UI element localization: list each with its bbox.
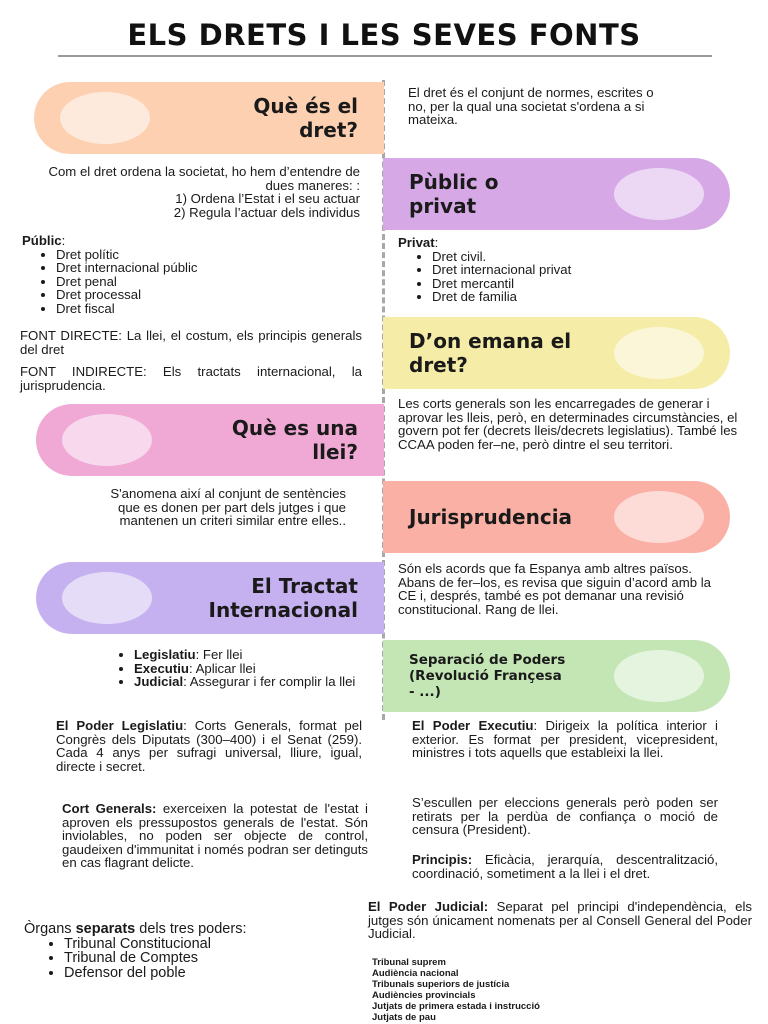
- list-item: • Judicial: Assegurar i fer complir la llei: [134, 675, 360, 689]
- pill-jurisprudencia: [383, 481, 730, 553]
- list-item: Tribunals superiors de justícia: [372, 979, 510, 990]
- privat-label: Privat: [398, 235, 435, 250]
- executiu-label: El Poder Executiu: [412, 718, 534, 733]
- pill-decoration: [614, 168, 704, 220]
- escullen-text: S’escullen per eleccions generals però poden ser retirats per la perdùa de confiança o moció de censura (President).: [412, 795, 718, 838]
- list-item: Audiència nacional: [372, 968, 459, 979]
- cort-generals-block: Cort Generals: exerceixen la potestat de l'estat i aproven els pressupostos generals de l'estat. Són inviolables, no poden ser objecte de control, gaudeixen d'immunitat i només podran ser detinguts en cas flagrant delicte.: [62, 801, 368, 871]
- pill-que-es-dret: [34, 82, 384, 154]
- pill-separacio-poders: [383, 640, 730, 712]
- tribunals-list: [372, 957, 672, 1023]
- tractat-def: Són els acords que fa Espanya amb altres països. Abans de fer–los, es revisa que siguin d’acord amb la CE i, després, també es pot demanar una revisió constitucional. Rang de llei.: [398, 561, 712, 617]
- organs-heading: Òrgans separats dels tres poders:: [24, 921, 247, 937]
- public-block: Públic: • Dret polític • Dret internacional públic • Dret penal • Dret processal • Dret fiscal: [22, 234, 362, 316]
- list-item: • Dret fiscal: [56, 302, 362, 316]
- list-item: • Legislatiu: Fer llei: [134, 648, 360, 662]
- list-item: • Dret polític: [56, 248, 362, 262]
- ordena-item-1: 1) Ordena l’Estat i el seu actuar: [175, 191, 360, 207]
- pill-label: Separació de Poders (Revolució Françesa - ...): [409, 652, 566, 700]
- cort-label: Cort Generals:: [62, 801, 157, 816]
- public-list: [22, 248, 362, 316]
- pill-decoration: [614, 327, 704, 379]
- list-item: • Defensor del poble: [64, 966, 324, 981]
- list-item: Jutjats de pau: [372, 1012, 436, 1023]
- pill-label: Què es una llei?: [231, 416, 358, 464]
- poders-block: [100, 648, 360, 689]
- privat-list: [398, 250, 718, 304]
- principis-block: Principis: Eficàcia, jerarquía, descentralització, coordinació, sometiment a la llei i el dret.: [412, 852, 718, 881]
- ordena-intro: Com el dret ordena la societat, ho hem d’entendre de dues maneres: :: [48, 164, 360, 193]
- list-item: • Executiu: Aplicar llei: [134, 662, 360, 676]
- jurisprudencia-def: S'anomena així al conjunt de sentències que es donen per part dels jutges i que mantenen un criteri similar entre elles..: [110, 486, 346, 529]
- pill-decoration: [60, 92, 150, 144]
- list-item: Jutjats de primera estada i instrucció: [372, 1001, 540, 1012]
- pill-label: Jurisprudencia: [409, 505, 573, 529]
- executiu-block: El Poder Executiu: Dirigeix la política interior i exterior. Es format per president, vicepresident, ministres i tots aquells que estableixi la llei.: [412, 718, 718, 761]
- pill-que-es-llei: [36, 404, 384, 476]
- page-title: ELS DRETS I LES SEVES FONTS: [127, 18, 641, 52]
- pill-decoration: [62, 414, 152, 466]
- judicial-label: El Poder Judicial:: [368, 899, 489, 914]
- list-item: • Dret processal: [56, 288, 362, 302]
- list-item: • Dret civil.: [432, 250, 718, 264]
- poders-list: [100, 648, 360, 689]
- pill-tractat: [36, 562, 384, 634]
- legislatiu-block: El Poder Legislatiu: Corts Generals, format pel Congrès dels Diputats (300–400) i el Senat (259). Cada 4 anys per sufragi universal, lliure, igual, directe i secret.: [56, 718, 362, 774]
- pill-label: El Tractat Internacional: [208, 574, 358, 622]
- list-item: • Tribunal Constitucional: [64, 937, 324, 952]
- pill-label: Pùblic o privat: [409, 170, 499, 218]
- list-item: Tribunal suprem: [372, 957, 446, 968]
- corts-text: Les corts generals son les encarregades de generar i aprovar les lleis, però, en determinades circumstàncies, el govern pot fer (decrets lleis/decrets legislatius). També les CCAA poden fer–ne, però dintre el seu territori.: [398, 396, 738, 452]
- list-item: • Dret de familia: [432, 290, 718, 304]
- pill-decoration: [614, 491, 704, 543]
- list-item: • Dret mercantil: [432, 277, 718, 291]
- def-dret: El dret és el conjunt de normes, escrites o no, per la qual una societat s'ordena a si mateixa.: [408, 85, 654, 128]
- pill-label: D’on emana el dret?: [409, 329, 572, 377]
- organs-block: [24, 922, 324, 980]
- organs-list: [24, 937, 324, 981]
- list-item: • Dret penal: [56, 275, 362, 289]
- list-item: Audiències provincials: [372, 990, 476, 1001]
- judicial-block: El Poder Judicial: Separat pel principi d'independència, els jutges són únicament nomenats per al Consell General del Poder Judicial.: [368, 899, 752, 942]
- ordena-item-2: 2) Regula l’actuar dels individus: [173, 204, 360, 220]
- pill-decoration: [614, 650, 704, 702]
- pill-label: Què és el dret?: [253, 94, 358, 142]
- font-indirecte: FONT INDIRECTE: Els tractats internacional, la jurisprudencia.: [20, 364, 362, 393]
- ordena-block: [40, 165, 360, 219]
- principis-label: Principis:: [412, 852, 473, 867]
- pill-public-privat: [383, 158, 730, 230]
- list-item: • Tribunal de Comptes: [64, 951, 324, 966]
- pill-decoration: [62, 572, 152, 624]
- public-label: Públic: [22, 233, 62, 248]
- title-divider: [58, 55, 712, 57]
- font-directe: FONT DIRECTE: La llei, el costum, els principis generals del dret: [20, 328, 362, 357]
- legislatiu-label: El Poder Legislatiu: [56, 718, 184, 733]
- list-item: • Dret internacional públic: [56, 261, 362, 275]
- pill-don-emana: [383, 317, 730, 389]
- privat-block: Privat: • Dret civil. • Dret internacional privat • Dret mercantil • Dret de familia: [398, 236, 718, 304]
- list-item: • Dret internacional privat: [432, 263, 718, 277]
